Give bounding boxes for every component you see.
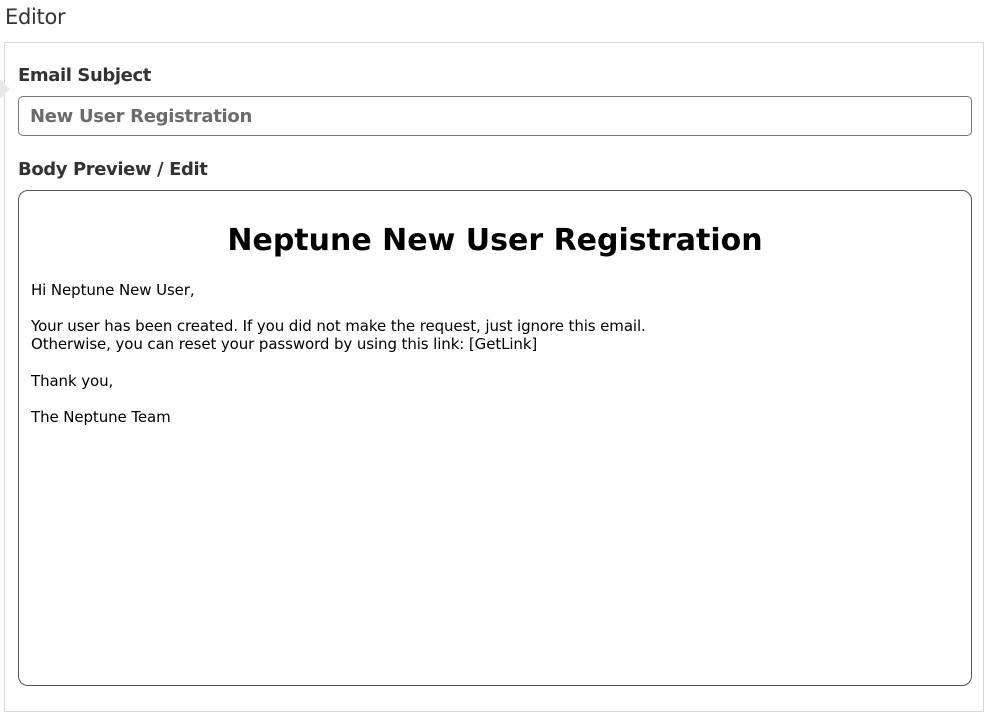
panel-pointer-indicator (0, 78, 10, 100)
body-line-created: Your user has been created. If you did not make the request, just ignore this email. (31, 317, 646, 335)
body-signoff: The Neptune Team (31, 408, 171, 426)
email-subject-input[interactable] (18, 96, 972, 136)
email-subject-label: Email Subject (18, 65, 151, 86)
body-preview-label: Body Preview / Edit (18, 159, 208, 180)
body-editor[interactable] (18, 190, 972, 686)
body-heading: Neptune New User Registration (227, 223, 763, 258)
body-thanks: Thank you, (31, 372, 114, 390)
body-greeting: Hi Neptune New User, (31, 281, 195, 299)
page-title: Editor (5, 5, 66, 29)
body-line-reset-link: Otherwise, you can reset your password by using this link: [GetLink] (31, 335, 538, 353)
